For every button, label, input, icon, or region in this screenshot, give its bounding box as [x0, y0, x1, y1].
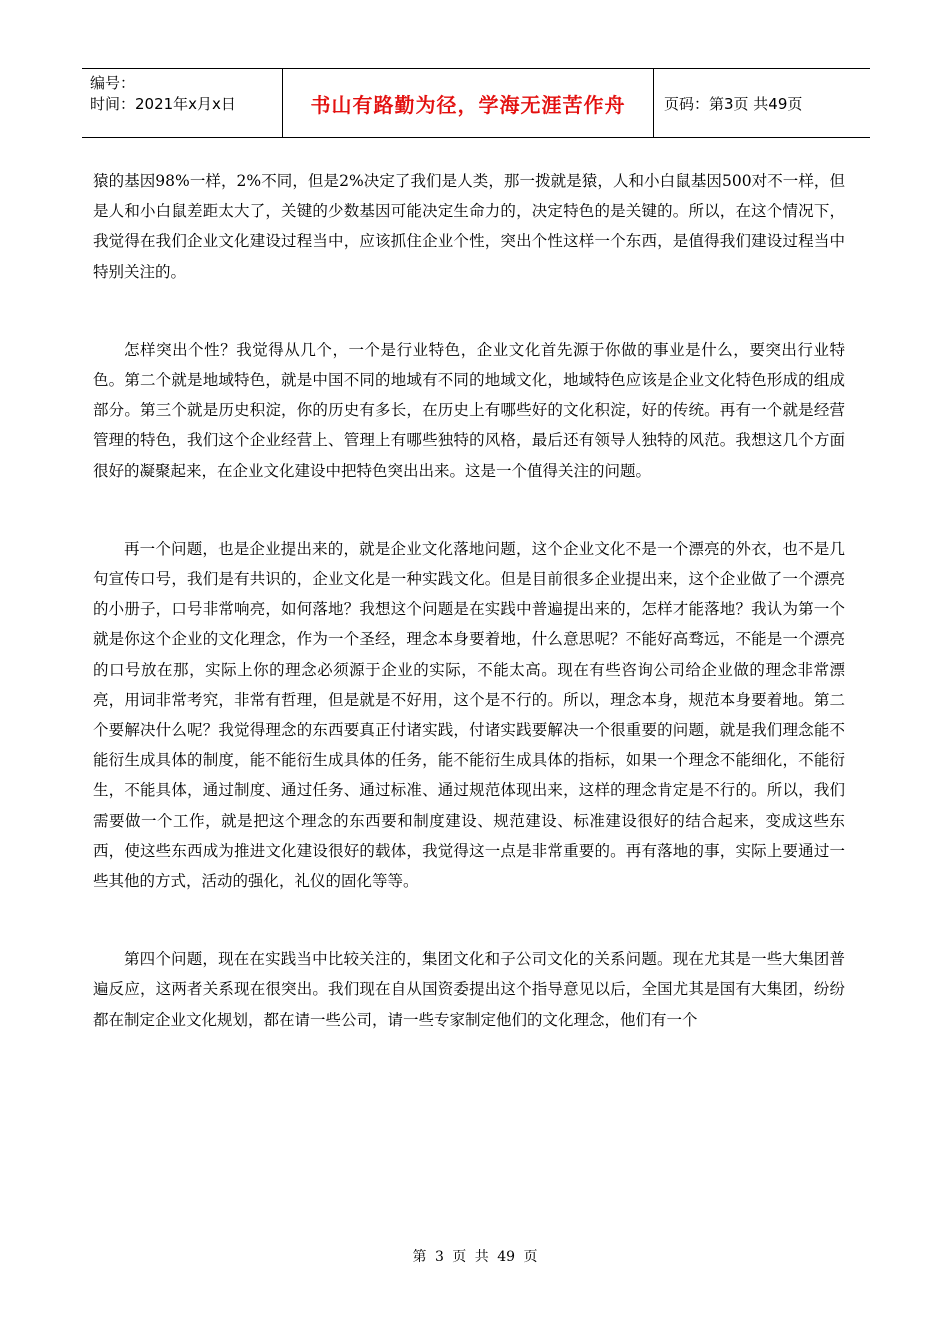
paragraph: 第四个问题，现在在实践当中比较关注的，集团文化和子公司文化的关系问题。现在尤其是一些大集团普遍反应，这两者关系现在很突出。我们现在自从国资委提出这个指导意见以后，全国尤其是国有大集团，纷纷都在制定企业文化规划，都在请一些公司，请一些专家制定他们的文化理念，他们有一个 — [93, 950, 845, 1029]
header-info-cell — [82, 69, 283, 137]
header-motto-cell — [283, 69, 654, 137]
paragraph: 怎样突出个性？我觉得从几个，一个是行业特色，企业文化首先源于你做的事业是什么，要突出行业特色。第二个就是地域特色，就是中国不同的地域有不同的地域文化，地域特色应该是企业文化特色形成的组成部分。第三个就是历史积淀，你的历史有多长，在历史上有哪些好的文化积淀，好的传统。再有一个就是经营管理的特色，我们这个企业经营上、管理上有哪些独特的风格，最后还有领导人独特的风范。我想这几个方面很好的凝聚起来，在企业文化建设中把特色突出出来。这是一个值得关注的问题。 — [93, 340, 845, 480]
paragraph: 再一个问题，也是企业提出来的，就是企业文化落地问题，这个企业文化不是一个漂亮的外衣，也不是几句宣传口号，我们是有共识的，企业文化是一种实践文化。但是目前很多企业提出来，这个企业做了一个漂亮的小册子，口号非常响亮，如何落地？我想这个问题是在实践中普遍提出来的，怎样才能落地？我认为第一个就是你这个企业的文化理念，作为一个圣经，理念本身要着地，什么意思呢？不能好高骛远，不能是一个漂亮的口号放在那，实际上你的理念必须源于企业的实际，不能太高。现在有些咨询公司给企业做的理念非常漂亮，用词非常考究，非常有哲理，但是就是不好用，这个是不行的。所以，理念本身，规范本身要着地。第二个要解决什么呢？我觉得理念的东西要真正付诸实践，付诸实践要解决一个很重要的问题，就是我们理念能不能衍生成具体的制度，能不能衍生成具体的任务，能不能衍生成具体的指标，如果一个理念不能细化，不能衍生，不能具体，通过制度、通过任务、通过标准、通过规范体现出来，这样的理念肯定是不行的。所以，我们需要做一个工作，就是把这个理念的东西要和制度建设、规范建设、标准建设很好的结合起来，变成这些东西，使这些东西成为推进文化建设很好的载体，我觉得这一点是非常重要的。再有落地的事，实际上要通过一些其他的方式，活动的强化，礼仪的固化等等。 — [93, 539, 845, 891]
paragraph-gap — [93, 896, 845, 944]
serial-number-label: 编号： — [90, 74, 136, 92]
footer-page-number: 第 3 页 共 49 页 — [412, 1249, 538, 1265]
body-text — [93, 166, 845, 1035]
page-header — [82, 68, 870, 138]
header-date: 时间：2021年x月x日 — [90, 95, 236, 113]
paragraph: 猿的基因98%一样，2%不同，但是2%决定了我们是人类，那一拨就是猿，人和小白鼠基因500对不一样，但是人和小白鼠差距太大了，关键的少数基因可能决定生命力的，决定特色的是关键的。所以，在这个情况下，我觉得在我们企业文化建设过程当中，应该抓住企业个性，突出个性这样一个东西，是值得我们建设过程当中特别关注的。 — [93, 172, 845, 281]
header-motto: 书山有路勤为径，学海无涯苦作舟 — [310, 92, 626, 117]
header-page-cell — [654, 69, 870, 137]
paragraph-gap — [93, 287, 845, 335]
page-footer — [0, 1246, 950, 1266]
paragraph-gap — [93, 486, 845, 534]
header-page-info: 页码：第3页 共49页 — [664, 94, 803, 113]
